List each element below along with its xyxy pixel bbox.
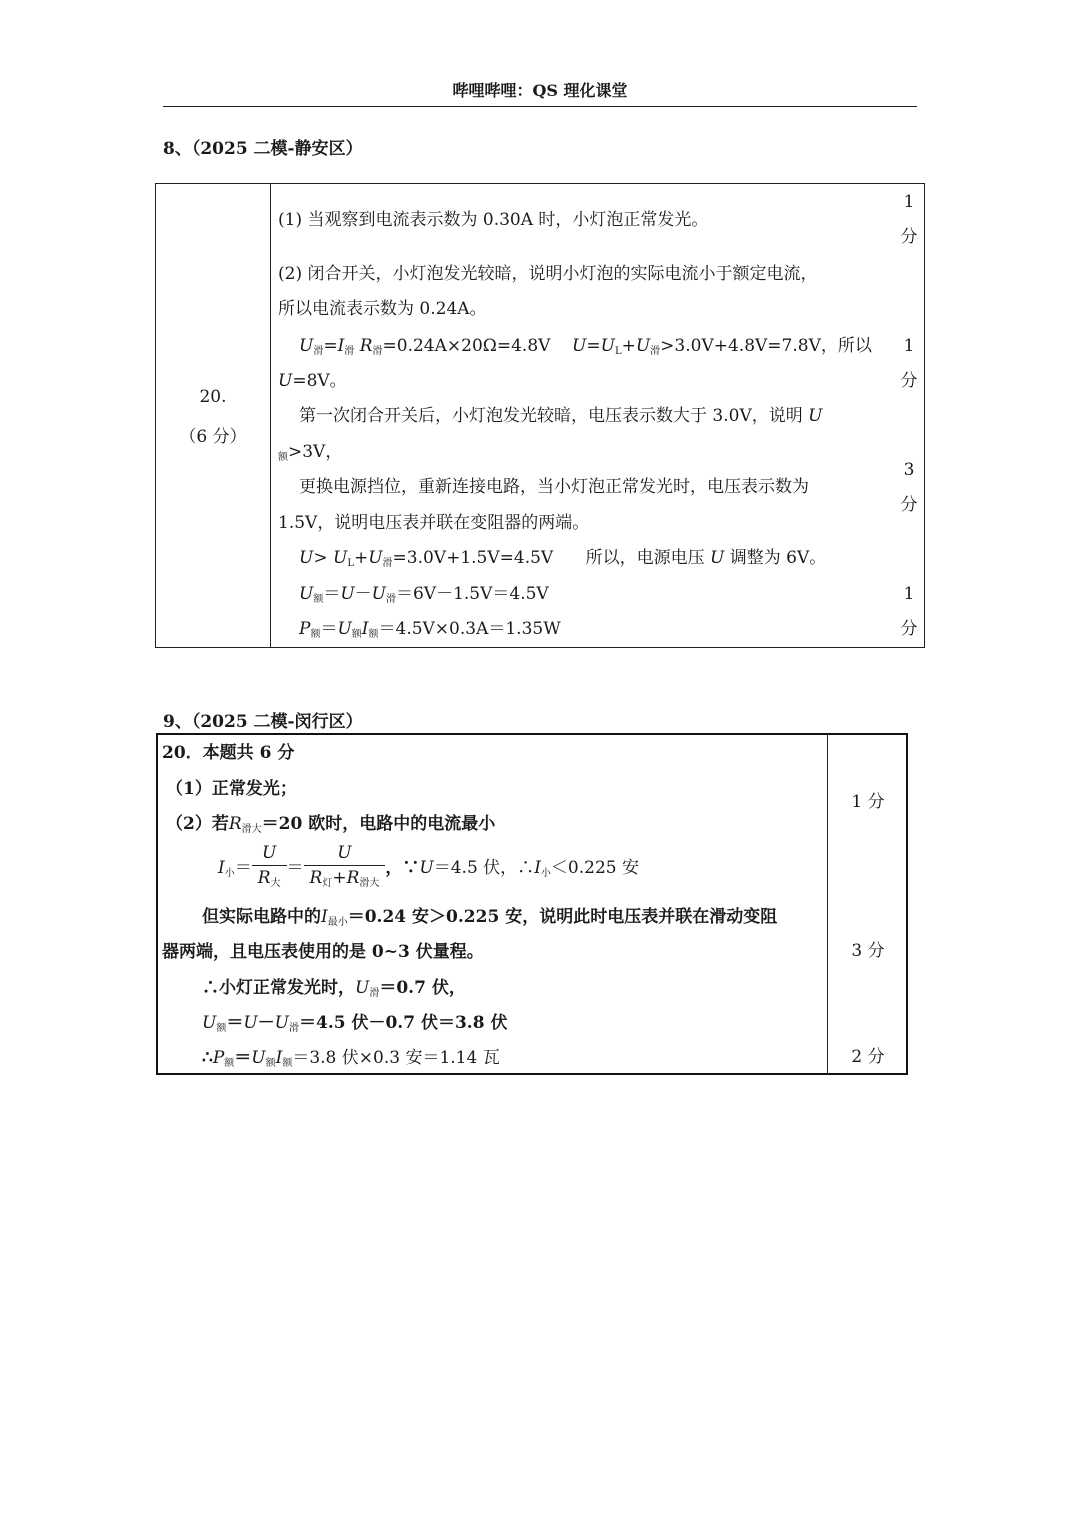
answer-line-6: 器两端，且电压表使用的是 0~3 伏量程。 <box>162 942 484 962</box>
answer-line-5: U=8V。 <box>278 371 347 391</box>
score-unit: 分 <box>900 619 918 639</box>
question-8-answer-table <box>155 183 925 648</box>
fraction: $\frac{U}{R_灯+R_{滑大}}$ <box>304 843 386 894</box>
answer-line-2: (2) 闭合开关，小灯泡发光较暗，说明小灯泡的实际电流小于额定电流， <box>278 264 818 284</box>
answer-line-2: （1）正常发光； <box>166 779 297 799</box>
answer-line-9: $\therefore P_额=U_额I_额=3.8$ 伏×0.3 安＝1.14 瓦 <box>202 1048 500 1069</box>
answer-formula: $I_小=$ $\frac{U}{R_大}$ ＝ $\frac{U}{R_灯+R_{滑大}}$ ，∵U＝4.5 伏，$\therefore I_小<0.225$ 安 <box>218 843 639 894</box>
question-number: 20. <box>199 387 227 407</box>
score-unit: 分 <box>900 227 918 247</box>
answer-line-3: 所以电流表示数为 0.24A。 <box>278 299 487 319</box>
fraction: $\frac{U}{R_大}$ <box>252 843 287 894</box>
answer-line-3: （2）若$R_{滑大}=20$ 欧时，电路中的电流最小 <box>166 814 496 835</box>
question-8-title: 8、（2025 二模-静安区） <box>163 139 363 159</box>
score-value: 3 <box>903 460 915 480</box>
answer-line-8: 更换电源挡位，重新连接电路，当小灯泡正常发光时，电压表示数为 <box>299 477 809 497</box>
answer-line-12: $P_额=U_额I_额=4.5V\times 0.3A=1.35W$ <box>299 619 561 640</box>
answer-line-9: 1.5V，说明电压表并联在变阻器的两端。 <box>278 513 590 533</box>
answer-line-11: $U_额=U-U_滑=6V-1.5V=4.5V$ <box>299 584 549 605</box>
answer-line-6: 第一次闭合开关后，小灯泡发光较暗，电压表示数大于 3.0V，说明 U <box>299 406 823 426</box>
answer-line-4: $U_滑=I_滑$ $R_滑=0.24A\times 20\Omega=4.8V$ $U=U_L+U_滑>3.0V+4.8V=7.8V$，所以 <box>299 336 872 357</box>
score-unit: 分 <box>900 371 918 391</box>
answer-line-1: (1) 当观察到电流表示数为 0.30A 时，小灯泡正常发光。 <box>278 210 709 230</box>
score: 1 分 <box>851 792 885 812</box>
answer-line-7: ∴小灯正常发光时，$U_滑=0.7$ 伏， <box>202 978 466 999</box>
question-9-title: 9、（2025 二模-闵行区） <box>163 712 363 732</box>
answer-line-1: 20．本题共 6 分 <box>162 743 295 763</box>
question-number-column <box>156 184 271 647</box>
score-value: 1 <box>903 336 915 356</box>
score-value: 1 <box>903 192 915 212</box>
answer-line-8: $U_额=U-U_滑=4.5$ 伏－0.7 伏＝3.8 伏 <box>202 1013 508 1034</box>
page-header: 哔哩哔哩：QS 理化课堂 <box>163 78 917 107</box>
score: 2 分 <box>851 1047 885 1067</box>
answer-line-10: $U> U_L+U_滑=3.0V+1.5V=4.5V$ 所以，电源电压 U 调整为 6V。 <box>299 548 827 569</box>
answer-line-5: 但实际电路中的$I_{最小}=0.24$ 安＞0.225 安，说明此时电压表并联在滑动变阻 <box>202 907 778 928</box>
column-divider <box>827 735 828 1073</box>
score-value: 1 <box>903 584 915 604</box>
question-9-answer-table <box>156 733 908 1075</box>
answer-line-7: $_额$>3V， <box>278 442 343 463</box>
question-points: （6 分） <box>179 427 247 447</box>
score-unit: 分 <box>900 495 918 515</box>
score: 3 分 <box>851 941 885 961</box>
